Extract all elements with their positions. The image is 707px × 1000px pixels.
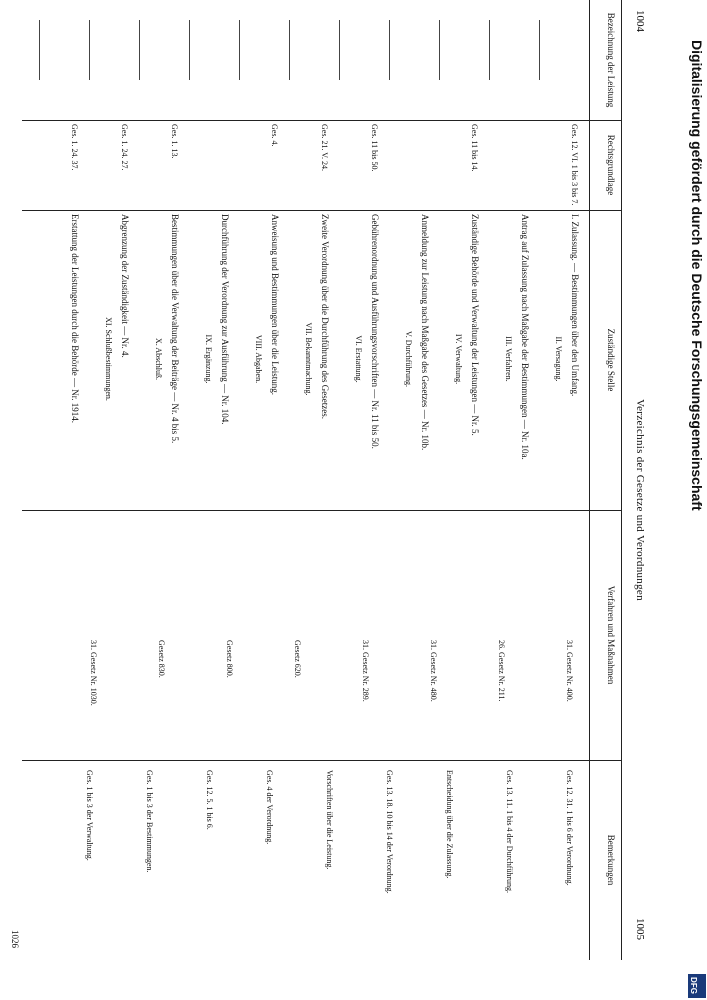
column-divider bbox=[22, 760, 622, 761]
row-legal-basis: Ges. 1. 24. 37. bbox=[70, 124, 79, 171]
mid-column-entry: Gesetz 800. bbox=[225, 640, 234, 678]
row-dash bbox=[39, 20, 40, 80]
row-text: I. Zulassung. — Bestimmungen über den Umfang. bbox=[570, 214, 580, 397]
row-subheading: II. Versagung. bbox=[554, 336, 563, 382]
row-text: Durchführung der Verordnung zur Ausführung — Nr. 104. bbox=[220, 214, 230, 425]
row-text: Antrag auf Zulassung nach Maßgabe der Bestimmungen — Nr. 10a. bbox=[520, 214, 530, 460]
row-subheading: IV. Verwaltung. bbox=[454, 333, 463, 385]
row-subheading: X. Abschluß. bbox=[154, 338, 163, 380]
row-dash bbox=[489, 20, 490, 80]
right-column-entry: Ges. 13. 11. 1 bis 4 der Durchführung. bbox=[505, 770, 514, 894]
right-column-entry: Vorschriften über die Leistung. bbox=[325, 770, 334, 870]
column-header-5: Bemerkungen bbox=[606, 834, 616, 886]
row-dash bbox=[89, 20, 90, 80]
row-legal-basis: Ges. 4. bbox=[270, 124, 279, 147]
row-subheading: VIII. Abgaben. bbox=[254, 334, 263, 384]
column-header-1: Bezeichnung der Leistung bbox=[606, 12, 616, 108]
row-text: Erstattung der Leistungen durch die Behörde — Nr. 1914. bbox=[70, 214, 80, 423]
row-text: Zuständige Behörde und Verwaltung der Leistungen — Nr. 5. bbox=[470, 214, 480, 436]
row-dash bbox=[289, 20, 290, 80]
row-subheading: III. Verfahren. bbox=[504, 336, 513, 382]
row-text: Abgrenzung der Zuständigkeit — Nr. 4. bbox=[120, 214, 130, 358]
dfg-logo bbox=[688, 974, 706, 998]
digitization-banner bbox=[688, 40, 706, 990]
row-dash bbox=[189, 20, 190, 80]
row-text: Anweisung und Bestimmungen über die Leistung. bbox=[270, 214, 280, 395]
mid-column-entry: 31. Gesetz Nr. 1030. bbox=[89, 640, 98, 706]
row-subheading: XI. Schlußbestimmungen. bbox=[104, 317, 113, 401]
mid-column-entry: 31. Gesetz Nr. 480. bbox=[429, 640, 438, 702]
mid-column-entry: 31. Gesetz Nr. 400. bbox=[565, 640, 574, 702]
row-subheading: VI. Erstattung. bbox=[354, 335, 363, 383]
column-divider bbox=[22, 120, 622, 121]
mid-column-entry: Gesetz 620. bbox=[293, 640, 302, 678]
row-subheading: IX. Ergänzung. bbox=[204, 334, 213, 384]
page-header bbox=[624, 0, 650, 1000]
column-divider bbox=[22, 210, 622, 211]
page-number-right: 1005 bbox=[634, 918, 646, 940]
row-subheading: V. Durchführung. bbox=[404, 330, 413, 388]
row-legal-basis: Ges. 21. V. 24. bbox=[320, 124, 329, 172]
footer-page-number: 1026 bbox=[10, 930, 20, 948]
column-header-4: Verfahren und Maßnahmen bbox=[606, 585, 616, 685]
mid-column-entry: Gesetz 830. bbox=[157, 640, 166, 678]
running-title: Verzeichnis der Gesetze und Verordnungen bbox=[634, 399, 646, 601]
right-column-entry: Ges. 13. 18. 10 bis 14 der Verordnung. bbox=[385, 770, 394, 894]
row-dash bbox=[439, 20, 440, 80]
right-column-entry: Ges. 4 der Verordnung. bbox=[265, 770, 274, 845]
row-subheading: VII. Bekanntmachung. bbox=[304, 322, 313, 396]
dfg-logo-text: DFG bbox=[688, 977, 698, 994]
column-divider bbox=[22, 510, 622, 511]
right-column-entry: Ges. 12. 5. 1 bis 6. bbox=[205, 770, 214, 830]
row-dash bbox=[339, 20, 340, 80]
row-legal-basis: Ges. 11 bis 14. bbox=[470, 124, 479, 172]
column-header-2: Rechtsgrundlage bbox=[606, 134, 616, 196]
right-column-entry: Ges. 12. 31. 1 bis 6 der Verordnung. bbox=[565, 770, 574, 886]
row-text: Bestimmungen über die Verwaltung der Beiträge — Nr. 4 bis 5. bbox=[170, 214, 180, 444]
header-rule bbox=[621, 0, 622, 960]
row-dash bbox=[539, 20, 540, 80]
right-column-entry: Entscheidung über die Zulassung. bbox=[445, 770, 454, 879]
row-legal-basis: Ges. 12. VI. 1 bis 3 bis 7. bbox=[570, 124, 579, 206]
right-column-entry: Ges. 1 bis 3 der Bestimmungen. bbox=[145, 770, 154, 873]
row-legal-basis: Ges. 1. 24. 27. bbox=[120, 124, 129, 171]
row-legal-basis: Ges. 11 bis 50. bbox=[370, 124, 379, 172]
column-header-rule bbox=[589, 0, 590, 960]
banner-text: Digitalisierung gefördert durch die Deutsche Forschungsgemeinschaft bbox=[689, 40, 705, 511]
mid-column-entry: 31. Gesetz Nr. 289. bbox=[361, 640, 370, 702]
row-text: Anmeldung zur Leistung nach Maßgabe des Gesetzes — Nr. 10b. bbox=[420, 214, 430, 451]
column-header-3: Zuständige Stelle bbox=[606, 328, 616, 392]
row-dash bbox=[389, 20, 390, 80]
row-legal-basis: Ges. 1. 13. bbox=[170, 124, 179, 159]
row-dash bbox=[239, 20, 240, 80]
row-dash bbox=[139, 20, 140, 80]
row-text: Zweite Verordnung über die Durchführung des Gesetzes. bbox=[320, 214, 330, 420]
mid-column-entry: 26. Gesetz Nr. 211. bbox=[497, 640, 506, 702]
page-number-left: 1004 bbox=[634, 10, 646, 32]
right-column-entry: Ges. 1 bis 3 der Verwaltung. bbox=[85, 770, 94, 861]
row-text: Gebührenordnung und Ausführungsvorschriften — Nr. 11 bis 50. bbox=[370, 214, 380, 449]
